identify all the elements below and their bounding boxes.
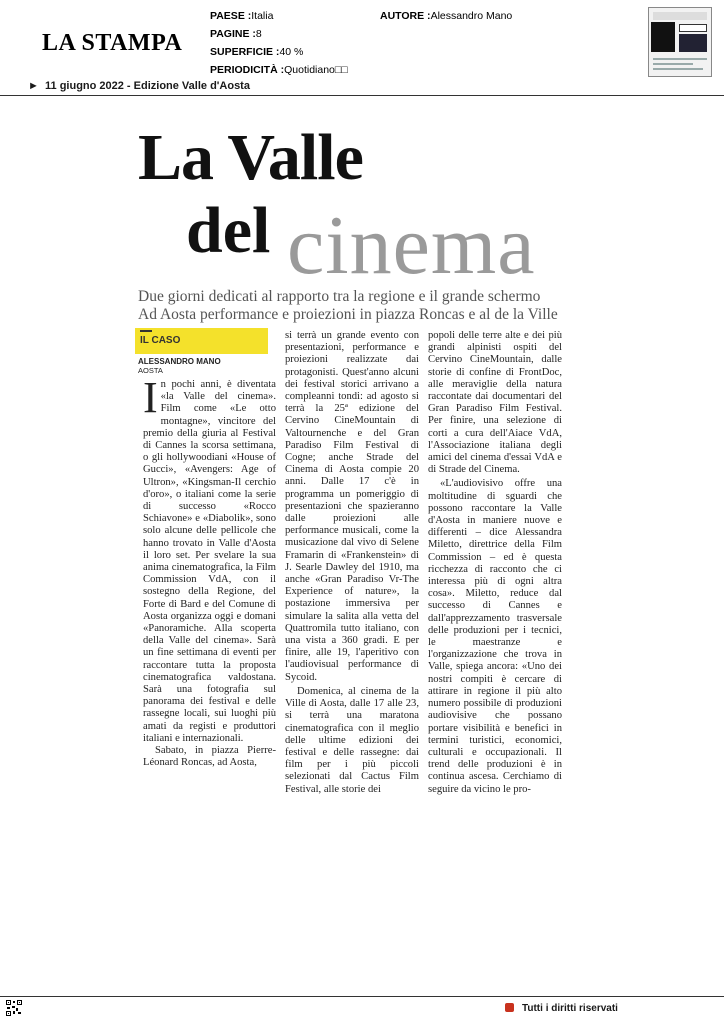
edition-line: ► 11 giugno 2022 - Edizione Valle d'Aosta [28,80,250,92]
headline-line1: La Valle [138,121,363,194]
headline-word-cinema: cinema [287,199,536,292]
header-divider [0,95,724,96]
meta-autore: AUTORE :Alessandro Mano [380,10,513,22]
subheadline: Due giorni dedicati al rapporto tra la regione e il grande schermo Ad Aosta performance e proiezioni in piazza Roncas e al de la Ville [138,288,558,323]
meta-periodicita: PERIODICITÀ :Quotidiano□□ [210,64,348,76]
masthead-logo: LA STAMPA [42,30,183,56]
article-column-2: si terrà un grande evento con presentazioni, performance e proiezioni realizzate dai protagonisti. Quest'anno alcuni dei festival storici arrivano a compleanni tondi: ad agosto si terrà la 25ª edizione del Cervino CineMountain di Valtournenche e del Gran Paradiso Film Festival di Cogne; anche Strade del Cinema di Aosta compie 20 anni. Dalle 17 c'è in programma un pomeriggio di presentazioni che spazieranno dalle proiezioni alle performance musicali, come la musicazione dal vivo di Selene Framarin di «Frankenstein» di J. Searle Dawley del 1910, ma anche «Gran Paradiso Vr-The Experience of nature», la postazione immersiva per simulare la salita alla vetta del Quattromila tutto italiano, con una vista a 360 gradi. E per finire, alle 19, l'aperitivo con l'audiovisual performance di Sycoid. Domenica, al cinema de la Ville di Aosta, dalle 17 alle 23, si terrà una maratona cinematografica con il meglio delle ultime edizioni dei festival e delle rassegne: dai film per i più piccoli selezionati dal Cactus Film Festival, alle storie dei [285,330,419,795]
qr-code-icon [6,1000,22,1016]
kicker-badge: IL CASO [135,328,268,354]
meta-paese: PAESE :Italia [210,10,274,22]
meta-superficie: SUPERFICIE :40 % [210,46,304,58]
headline-word-del: del [186,194,271,267]
meta-pagine: PAGINE :8 [210,28,262,40]
rights-icon [505,1003,514,1012]
page-thumbnail[interactable] [648,7,712,77]
footer-divider [0,996,724,997]
rights-notice: Tutti i diritti riservati [522,1003,618,1014]
article-column-3: popoli delle terre alte e dei più grandi alpinisti ospiti del Cervino CineMountain, dalle storie di confine di FrontDoc, alle meraviglie della natura raccontate dai documentari del Gran Paradiso Film Festival. Per finire, una selezione di corti a cura dell'Aiace VdA, l'Associazione italiana degli amici del cinema d'essai VdA e di Strade del Cinema. «L'audiovisivo offre una moltitudine di sguardi che possono raccontare la Valle d'Aosta in maniere nuove e differenti – dice Alessandra Miletto, direttrice della Film Commission – ed è questa ricchezza di racconto che ci interessa più di ogni altra cosa». Miletto, reduce dal successo di Cannes e dall'apprezzamento trasversale delle produzioni per i tecnici, le maestranze e l'organizzazione che trova in Valle, spiega ancora: «Uno dei nostri compiti è cercare di attirare in regione il più alto numero possibile di produzioni audiovisive che possano portare visibilità e benefici in termini turistici, economici, culturali e occupazionali. Il trend delle produzioni è in continua ascesa. Cerchiamo di seguire da vicino le pro- [428,330,562,795]
byline-author: ALESSANDRO MANO [138,357,221,366]
byline-location: AOSTA [138,366,163,375]
article-column-1: In pochi anni, è diventata «la Valle del cinema». Film come «Le otto montagne», vincitore del premio della giuria al Festival di Cannes la scorsa settimana, o gli hollywoodiani «House of Gucci», «Avengers: Age of Ultron», «Kingsman-Il cerchio d'oro», o italiani come la serie di successo «Rocco Schiavone» e «Diabolik», sono solo alcune delle pellicole che hanno trovato in Valle d'Aosta il loro set. Per svelare la sua anima cinematografica, la Film Commission VdA, con il sostegno della Regione, del Forte di Bard e del Comune di Aosta organizza oggi e domani «Panoramiche. Alla scoperta della Valle del cinema». Sarà un fine settimana di eventi per raccontare tutta la proposta cinematografica valdostana. Sarà una fotografia sul panorama dei festival e delle rassegne locali, sui luoghi più amati da registi e produttori italiani e internazionali. Sabato, in piazza Pierre-Léonard Roncas, ad Aosta, [143,373,276,769]
drop-cap: I [143,373,158,422]
